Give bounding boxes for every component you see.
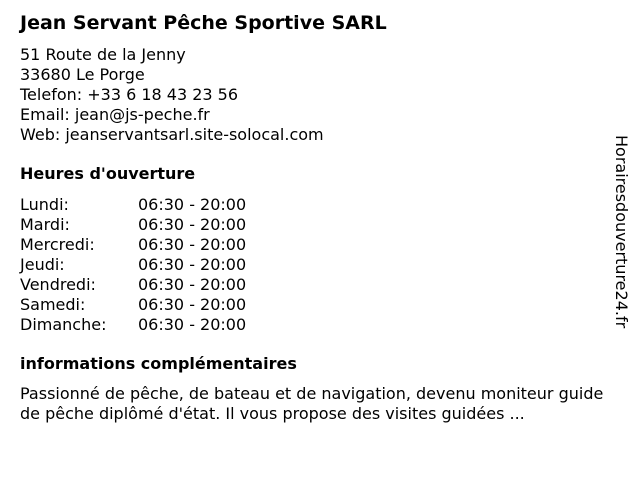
- time-range: 06:30 - 20:00: [138, 235, 247, 254]
- hours-row: [20, 195, 280, 215]
- time-range: 06:30 - 20:00: [138, 215, 247, 234]
- business-name: Jean Servant Pêche Sportive SARL: [20, 12, 387, 34]
- street-address: 51 Route de la Jenny: [20, 45, 186, 64]
- email-address: Email: jean@js-peche.fr: [20, 105, 210, 124]
- time-range: 06:30 - 20:00: [138, 255, 247, 274]
- day-label: Vendredi:: [20, 275, 96, 294]
- day-label: Samedi:: [20, 295, 86, 314]
- hours-row: [20, 275, 280, 295]
- city-address: 33680 Le Porge: [20, 65, 145, 84]
- day-label: Dimanche:: [20, 315, 107, 334]
- day-label: Mardi:: [20, 215, 70, 234]
- contact-block: [20, 45, 324, 145]
- hours-heading: Heures d'ouverture: [20, 164, 196, 183]
- hours-row: [20, 215, 280, 235]
- time-range: 06:30 - 20:00: [138, 295, 247, 314]
- opening-hours-table: [20, 195, 280, 335]
- hours-row: [20, 255, 280, 275]
- website-address: Web: jeanservantsarl.site-solocal.com: [20, 125, 324, 144]
- day-label: Mercredi:: [20, 235, 95, 254]
- time-range: 06:30 - 20:00: [138, 195, 247, 214]
- info-heading: informations complémentaires: [20, 354, 297, 373]
- hours-row: [20, 315, 280, 335]
- business-description: Passionné de pêche, de bateau et de navigation, devenu moniteur guide de pêche diplômé d'état. Il vous propose des visites guidées ...: [20, 384, 604, 423]
- time-range: 06:30 - 20:00: [138, 275, 247, 294]
- time-range: 06:30 - 20:00: [138, 315, 247, 334]
- day-label: Jeudi:: [20, 255, 65, 274]
- day-label: Lundi:: [20, 195, 69, 214]
- hours-row: [20, 295, 280, 315]
- phone-number: Telefon: +33 6 18 43 23 56: [20, 85, 239, 104]
- site-watermark: Horairesdouverture24.fr: [612, 135, 631, 329]
- hours-row: [20, 235, 280, 255]
